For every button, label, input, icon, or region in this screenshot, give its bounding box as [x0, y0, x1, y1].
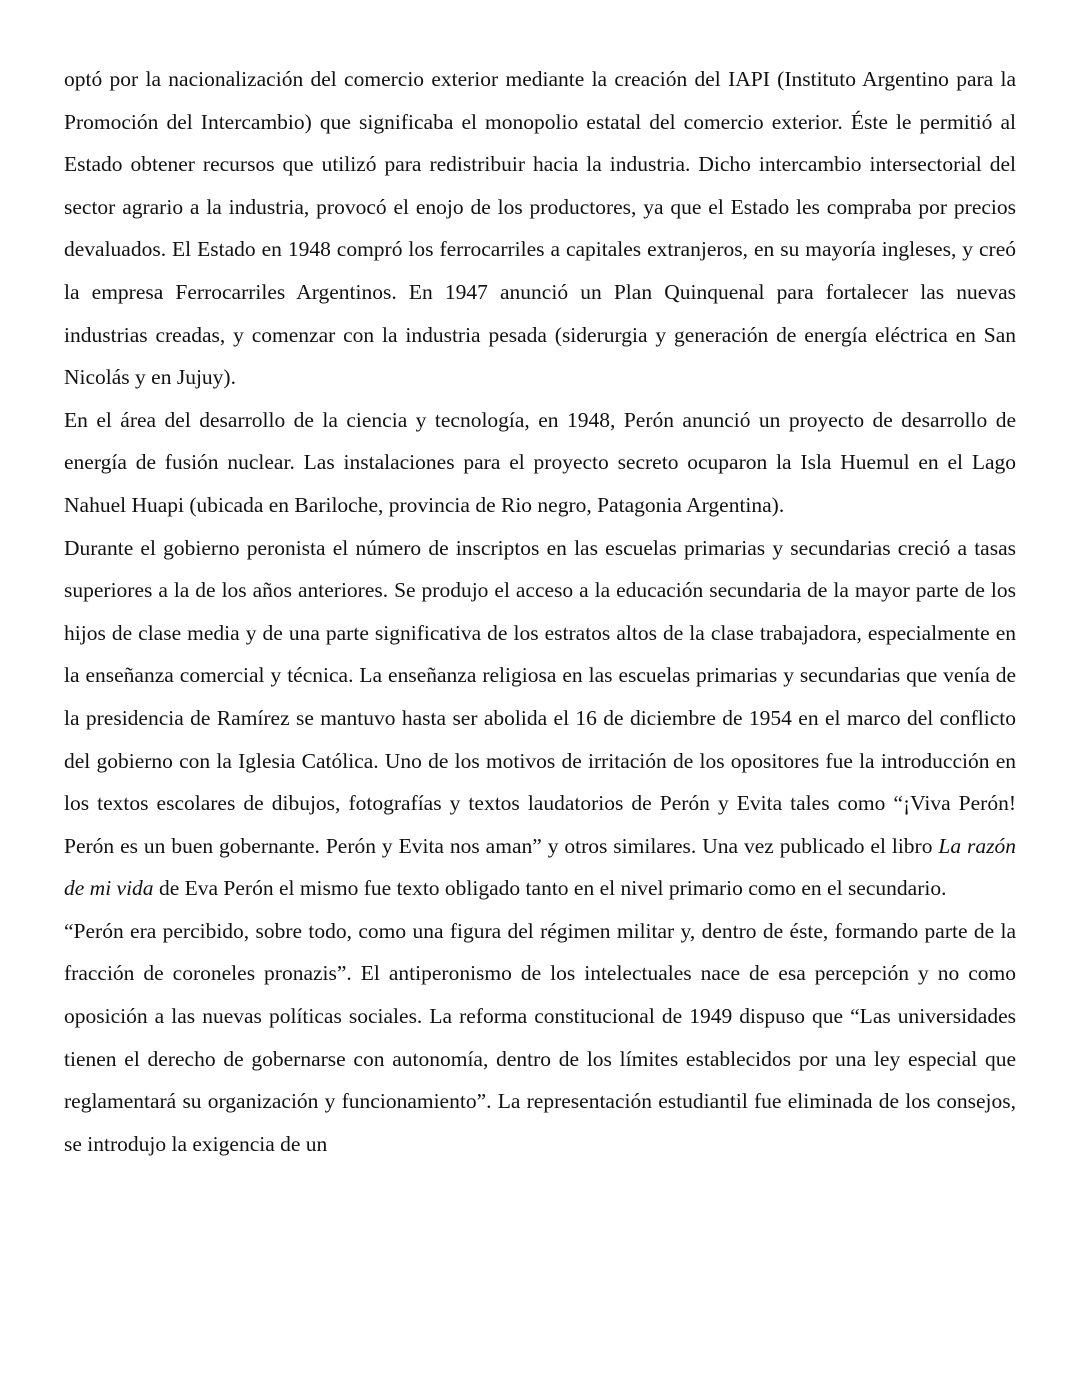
paragraph-nuclear-fusion: En el área del desarrollo de la ciencia y tecnología, en 1948, Perón anunció un proyecto de desarrollo de energía de fusión nuclear. Las instalaciones para el proyecto secreto ocuparon la Isla Huemul en el Lago Nahuel Huapi (ubicada en Bariloche, provincia de Rio negro, Patagonia Argentina).: [64, 407, 1016, 517]
paragraph-education: [64, 527, 1016, 910]
paragraph-education-text-after: de Eva Perón el mismo fue texto obligado tanto en el nivel primario como en el secundario.: [153, 876, 947, 901]
book-title: La razón de mi vida: [64, 833, 1016, 901]
document-page: [64, 58, 1016, 1165]
paragraph-iapi-industry: optó por la nacionalización del comercio exterior mediante la creación del IAPI (Instituto Argentino para la Promoción del Intercambio) que significaba el monopolio estatal del comercio exterior. Éste le permitió al Estado obtener recursos que utilizó para redistribuir hacia la industria. Dicho intercambio intersectorial del sector agrario a la industria, provocó el enojo de los productores, ya que el Estado les compraba por precios devaluados. El Estado en 1948 compró los ferrocarriles a capitales extranjeros, en su mayoría ingleses, y creó la empresa Ferrocarriles Argentinos. En 1947 anunció un Plan Quinquenal para fortalecer las nuevas industrias creadas, y comenzar con la industria pesada (siderurgia y generación de energía eléctrica en San Nicolás y en Jujuy).: [64, 67, 1016, 390]
paragraph-education-text-before: Durante el gobierno peronista el número de inscriptos en las escuelas primarias y secundarias creció a tasas superiores a la de los años anteriores. Se produjo el acceso a la educación secundaria de la mayor parte de los hijos de clase media y de una parte significativa de los estratos altos de la clase trabajadora, especialmente en la enseñanza comercial y técnica. La enseñanza religiosa en las escuelas primarias y secundarias que venía de la presidencia de Ramírez se mantuvo hasta ser abolida el 16 de diciembre de 1954 en el marco del conflicto del gobierno con la Iglesia Católica. Uno de los motivos de irritación de los opositores fue la introducción en los textos escolares de dibujos, fotografías y textos laudatorios de Perón y Evita tales como “¡Viva Perón! Perón es un buen gobernante. Perón y Evita nos aman” y otros similares. Una vez publicado el libro: [64, 535, 1016, 858]
paragraph-university-reform: “Perón era percibido, sobre todo, como una figura del régimen militar y, dentro de éste, formando parte de la fracción de coroneles pronazis”. El antiperonismo de los intelectuales nace de esa percepción y no como oposición a las nuevas políticas sociales. La reforma constitucional de 1949 dispuso que “Las universidades tienen el derecho de gobernarse con autonomía, dentro de los límites establecidos por una ley especial que reglamentará su organización y funcionamiento”. La representación estudiantil fue eliminada de los consejos, se introdujo la exigencia de un: [64, 918, 1016, 1156]
